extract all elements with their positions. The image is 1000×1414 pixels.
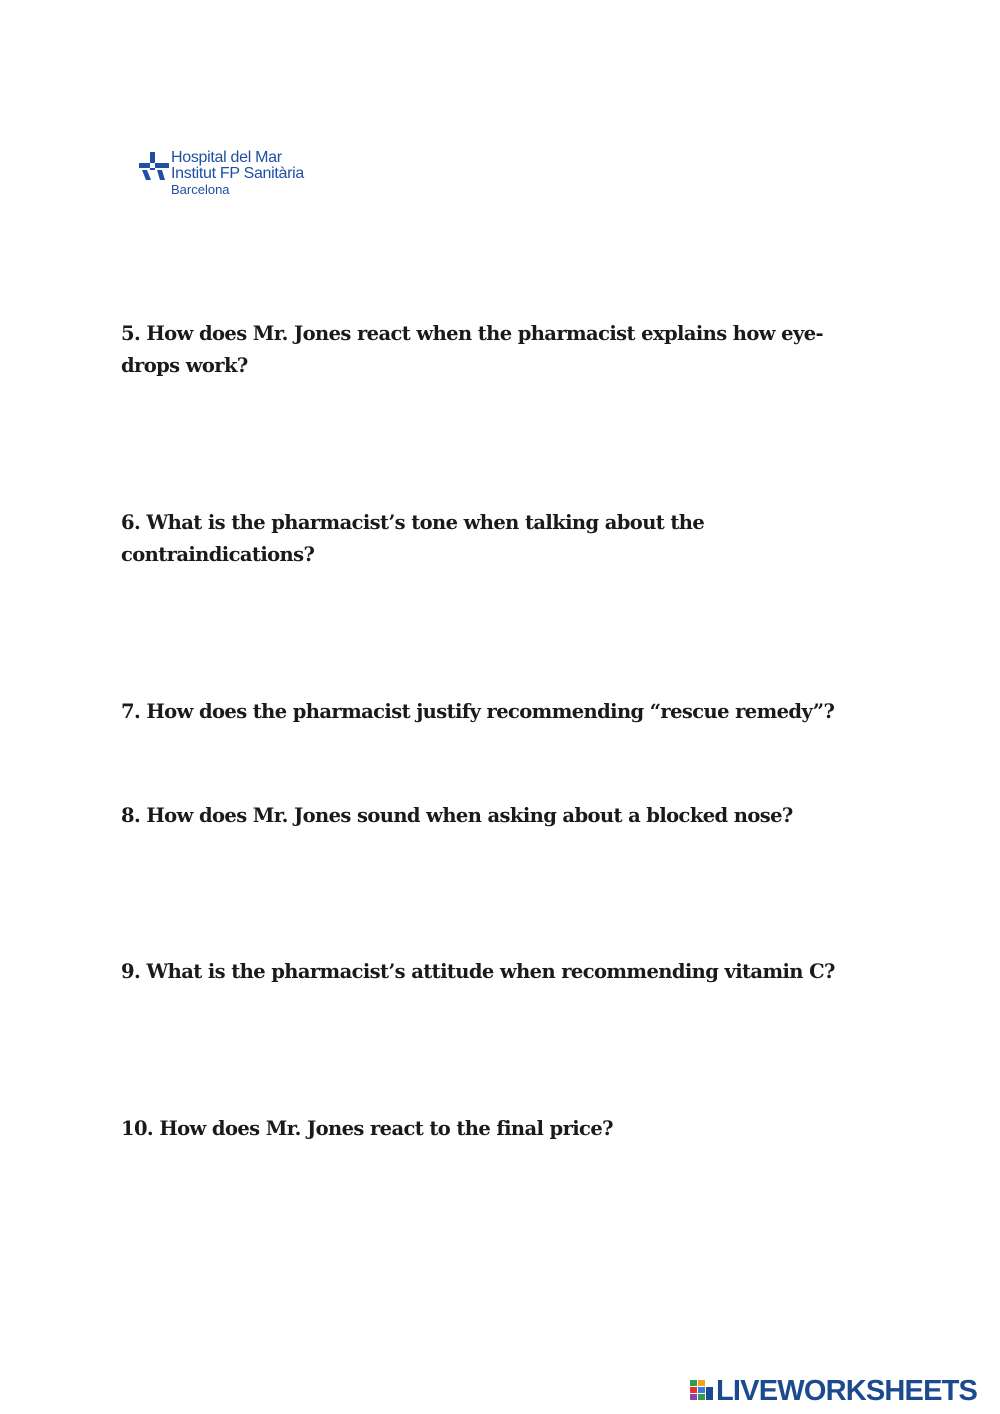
logo-line-city: Barcelona: [171, 182, 230, 197]
logo-text: [171, 150, 304, 197]
brand-wordmark: LIVEWORKSHEETS: [716, 1375, 978, 1407]
logo-line-hospital: Hospital del Mar: [171, 149, 282, 166]
question-10: 10. How does Mr. Jones react to the final price?: [121, 1117, 613, 1140]
question-6: 6. What is the pharmacist’s tone when talking about the contraindications?: [121, 511, 705, 566]
liveworksheets-brand[interactable]: [690, 1374, 990, 1408]
question-7: 7. How does the pharmacist justify recommending “rescue remedy”?: [121, 700, 835, 723]
question-9: 9. What is the pharmacist’s attitude when recommending vitamin C?: [121, 960, 835, 983]
logo-line-institut: Institut FP Sanitària: [171, 165, 305, 182]
hospital-logo: [139, 150, 349, 202]
liveworksheets-blocks-icon: [690, 1378, 714, 1402]
question-8: 8. How does Mr. Jones sound when asking about a blocked nose?: [121, 804, 793, 827]
question-5: 5. How does Mr. Jones react when the pharmacist explains how eye-drops work?: [121, 322, 824, 377]
hospital-cross-icon: [139, 152, 169, 182]
